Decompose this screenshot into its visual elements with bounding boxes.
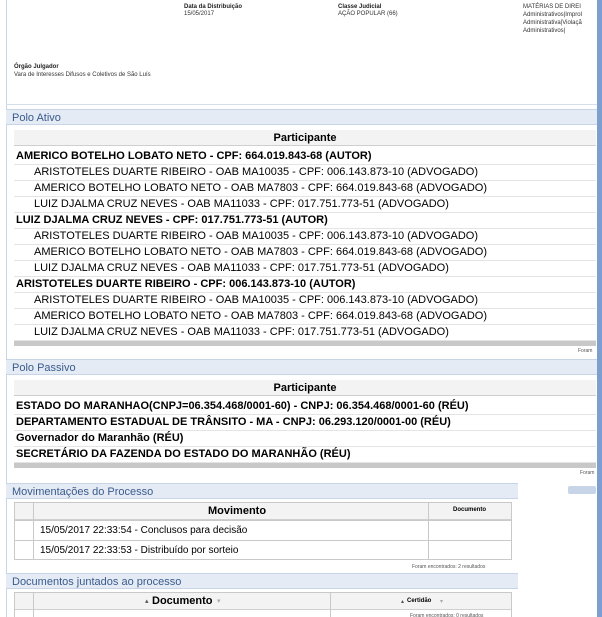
polo-ativo-row-5: LUIZ DJALMA CRUZ NEVES - CPF: 017.751.773-51 (AUTOR) xyxy=(14,213,596,229)
certidao-sort-down-icon[interactable]: ▾ xyxy=(440,599,444,605)
mov-row-divider-1 xyxy=(14,520,512,521)
polo-ativo-row-1: AMERICO BOTELHO LOBATO NETO - CPF: 664.019.843-68 (AUTOR) xyxy=(14,149,596,165)
assunto-line-1: MATÉRIAS DE DIREI xyxy=(523,4,581,10)
header-divider xyxy=(6,104,597,105)
col-movimento[interactable]: Movimento xyxy=(208,505,267,517)
polo-passivo-row-3: Governador do Maranhão (RÉU) xyxy=(14,431,596,447)
polo-ativo-row-3: AMERICO BOTELHO LOBATO NETO - OAB MA7803 - CPF: 664.019.843-68 (ADVOGADO) xyxy=(14,181,596,197)
assunto-line-3: Administrativa|Violaçã xyxy=(523,20,582,26)
sort-up-icon[interactable]: ▴ xyxy=(145,598,149,605)
col-documento-2[interactable]: Documento xyxy=(152,595,213,607)
mov-col-divider-2 xyxy=(428,502,429,560)
polo-passivo-row-2: DEPARTAMENTO ESTADUAL DE TRÂNSITO - MA - CNPJ: 06.293.120/0001-00 (RÉU) xyxy=(14,415,596,431)
polo-passivo-title: Polo Passivo xyxy=(6,359,597,375)
polo-ativo-row-8: LUIZ DJALMA CRUZ NEVES - OAB MA11033 - CPF: 017.751.773-51 (ADVOGADO) xyxy=(14,261,596,277)
polo-passivo-scrollbar[interactable] xyxy=(14,463,596,468)
polo-ativo-header[interactable]: Participante xyxy=(14,130,596,146)
polo-ativo-scrollbar[interactable] xyxy=(14,341,596,346)
distribuicao-value: 15/05/2017 xyxy=(184,11,215,17)
movimentacoes-title: Movimentações do Processo xyxy=(6,483,518,499)
assunto-line-4: Administrativos| xyxy=(523,28,566,34)
polo-ativo-row-10: ARISTOTELES DUARTE RIBEIRO - OAB MA10035 - CPF: 006.143.873-10 (ADVOGADO) xyxy=(14,293,596,309)
mov-row-divider-2 xyxy=(14,540,512,541)
orgao-label: Órgão Julgador xyxy=(14,64,59,70)
documentos-footer: Foram encontrados: 0 resultados xyxy=(410,613,484,617)
mov-col-divider-1 xyxy=(33,502,34,560)
sort-down-icon[interactable]: ▾ xyxy=(217,598,221,605)
movimento-row-1: 15/05/2017 22:33:54 - Conclusos para decisão xyxy=(40,525,248,536)
polo-ativo-footer: Foram xyxy=(578,348,593,354)
movimentacoes-footer: Foram encontrados: 2 resultados xyxy=(412,564,486,570)
movimento-row-2: 15/05/2017 22:33:53 - Distribuído por sorteio xyxy=(40,545,239,556)
polo-ativo-row-9: ARISTOTELES DUARTE RIBEIRO - CPF: 006.143.873-10 (AUTOR) xyxy=(14,277,596,293)
assunto-line-2: Administrativos|Improl xyxy=(523,12,582,18)
doc-col-divider-1 xyxy=(33,592,34,617)
polo-ativo-row-6: ARISTOTELES DUARTE RIBEIRO - OAB MA10035 - CPF: 006.143.873-10 (ADVOGADO) xyxy=(14,229,596,245)
distribuicao-label: Data da Distribuição xyxy=(184,4,243,10)
polo-passivo-row-1: ESTADO DO MARANHAO(CNPJ=06.354.468/0001-60) - CNPJ: 06.354.468/0001-60 (RÉU) xyxy=(14,399,596,415)
polo-passivo-header[interactable]: Participante xyxy=(14,380,596,396)
polo-passivo-row-4: SECRETÁRIO DA FAZENDA DO ESTADO DO MARANHÃO (RÉU) xyxy=(14,447,596,463)
documentos-header-bg xyxy=(15,593,511,610)
polo-ativo-row-11: AMERICO BOTELHO LOBATO NETO - OAB MA7803 - CPF: 664.019.843-68 (ADVOGADO) xyxy=(14,309,596,325)
classe-value: AÇÃO POPULAR (66) xyxy=(338,11,398,17)
certidao-sort-up-icon[interactable]: ▴ xyxy=(401,599,405,605)
col-documento[interactable]: Documento xyxy=(453,507,486,513)
polo-ativo-row-12: LUIZ DJALMA CRUZ NEVES - OAB MA11033 - CPF: 017.751.773-51 (ADVOGADO) xyxy=(14,325,596,341)
polo-ativo-title: Polo Ativo xyxy=(6,109,597,125)
polo-ativo-row-2: ARISTOTELES DUARTE RIBEIRO - OAB MA10035 - CPF: 006.143.873-10 (ADVOGADO) xyxy=(14,165,596,181)
polo-ativo-row-7: AMERICO BOTELHO LOBATO NETO - OAB MA7803 - CPF: 664.019.843-68 (ADVOGADO) xyxy=(14,245,596,261)
classe-label: Classe Judicial xyxy=(338,4,382,10)
col-certidao[interactable]: Certidão xyxy=(407,598,432,604)
doc-col-divider-2 xyxy=(330,592,331,617)
polo-passivo-footer: Foram xyxy=(580,470,595,476)
documentos-title: Documentos juntados ao processo xyxy=(6,573,518,589)
side-tab[interactable] xyxy=(568,486,596,494)
right-scroll-edge[interactable] xyxy=(597,0,602,617)
orgao-value: Vara de Interesses Difusos e Coletivos de São Luís xyxy=(14,72,151,78)
polo-ativo-row-4: LUIZ DJALMA CRUZ NEVES - OAB MA11033 - CPF: 017.751.773-51 (ADVOGADO) xyxy=(14,197,596,213)
